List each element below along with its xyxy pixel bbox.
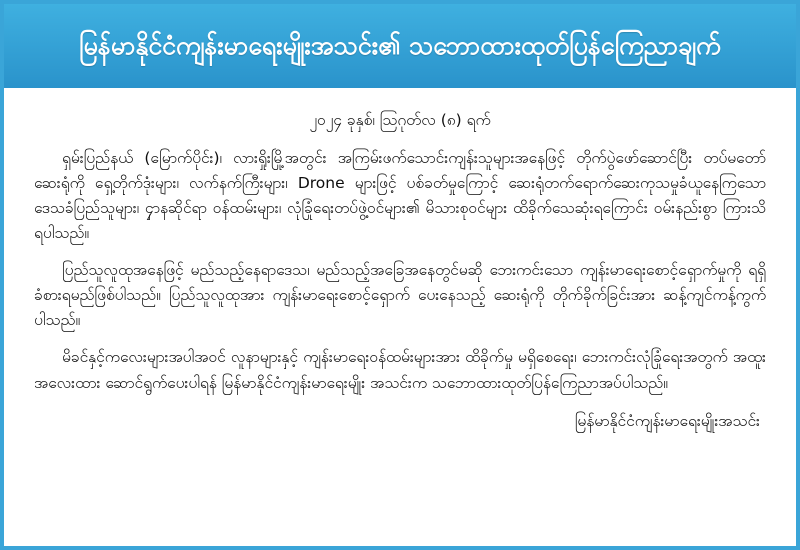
signature-line: မြန်မာနိုင်ငံကျန်းမာရေးမျိုးအသင်း xyxy=(574,411,760,430)
document-body xyxy=(4,88,796,443)
paragraph: မိခင်နှင့်ကလေးများအပါအဝင် လူနာများနှင့် ကျန်းမာရေးဝန်ထမ်းများအား ထိခိုက်မှု မရှိစေရေး၊ ဘေးကင်းလုံခြုံရေးအတွက် အထူးအလေးထား ဆောင်ရွက်ပေးပါရန် မြန်မာနိုင်ငံကျန်းမာရေးမျိုး အသင်းက သဘောထားထုတ်ပြန်ကြေညာအပ်ပါသည်။ xyxy=(34,348,766,392)
header-banner xyxy=(4,4,796,88)
date-line: ၂၀၂၄ ခုနှစ်၊ သြဂုတ်လ (၈) ရက် xyxy=(309,111,491,129)
page-title: မြန်မာနိုင်ငံကျန်းမာရေးမျိုးအသင်း၏ သဘောထားထုတ်ပြန်ကြေညာချက် xyxy=(79,31,721,61)
paragraph: ပြည်သူလူထုအနေဖြင့် မည်သည့်နေရာဒေသ၊ မည်သည့်အခြေအနေတွင်မဆို ဘေးကင်းသော ကျန်းမာရေးစောင့်ရှောက်မှုကို ရရှိခံစားရမည်ဖြစ်ပါသည်။ ပြည်သူလူထုအား ကျန်းမာရေးစောင့်ရှောက် ပေးနေသည့် ဆေးရုံကို တိုက်ခိုက်ခြင်းအား ဆန့်ကျင်ကန့်ကွက်ပါသည်။ xyxy=(34,261,766,330)
paragraph: ရှမ်းပြည်နယ် (မြောက်ပိုင်း)၊ လားရှိုးမြို့အတွင်း အကြမ်းဖက်သောင်းကျန်းသူများအနေဖြင့် တိုက်ပွဲဖော်ဆောင်ပြီး တပ်မတော်ဆေးရုံကို ရှေ့တိုက်ဒုံးများ၊ လက်နက်ကြီးများ၊ Drone များဖြင့် ပစ်ခတ်မှုကြောင့် ဆေးရုံတက်ရောက်ဆေးကုသမှုခံယူနေကြသော ဒေသခံပြည်သူများ၊ ၄ှာနဆိုင်ရာ ဝန်ထမ်းများ၊ လုံခြုံရေးတပ်ဖွဲ့ဝင်များ၏ မိသားစုဝင်များ ထိခိုက်သေဆုံးရကြောင်း ဝမ်းနည်းစွာ ကြားသိရပါသည်။ xyxy=(34,148,766,243)
